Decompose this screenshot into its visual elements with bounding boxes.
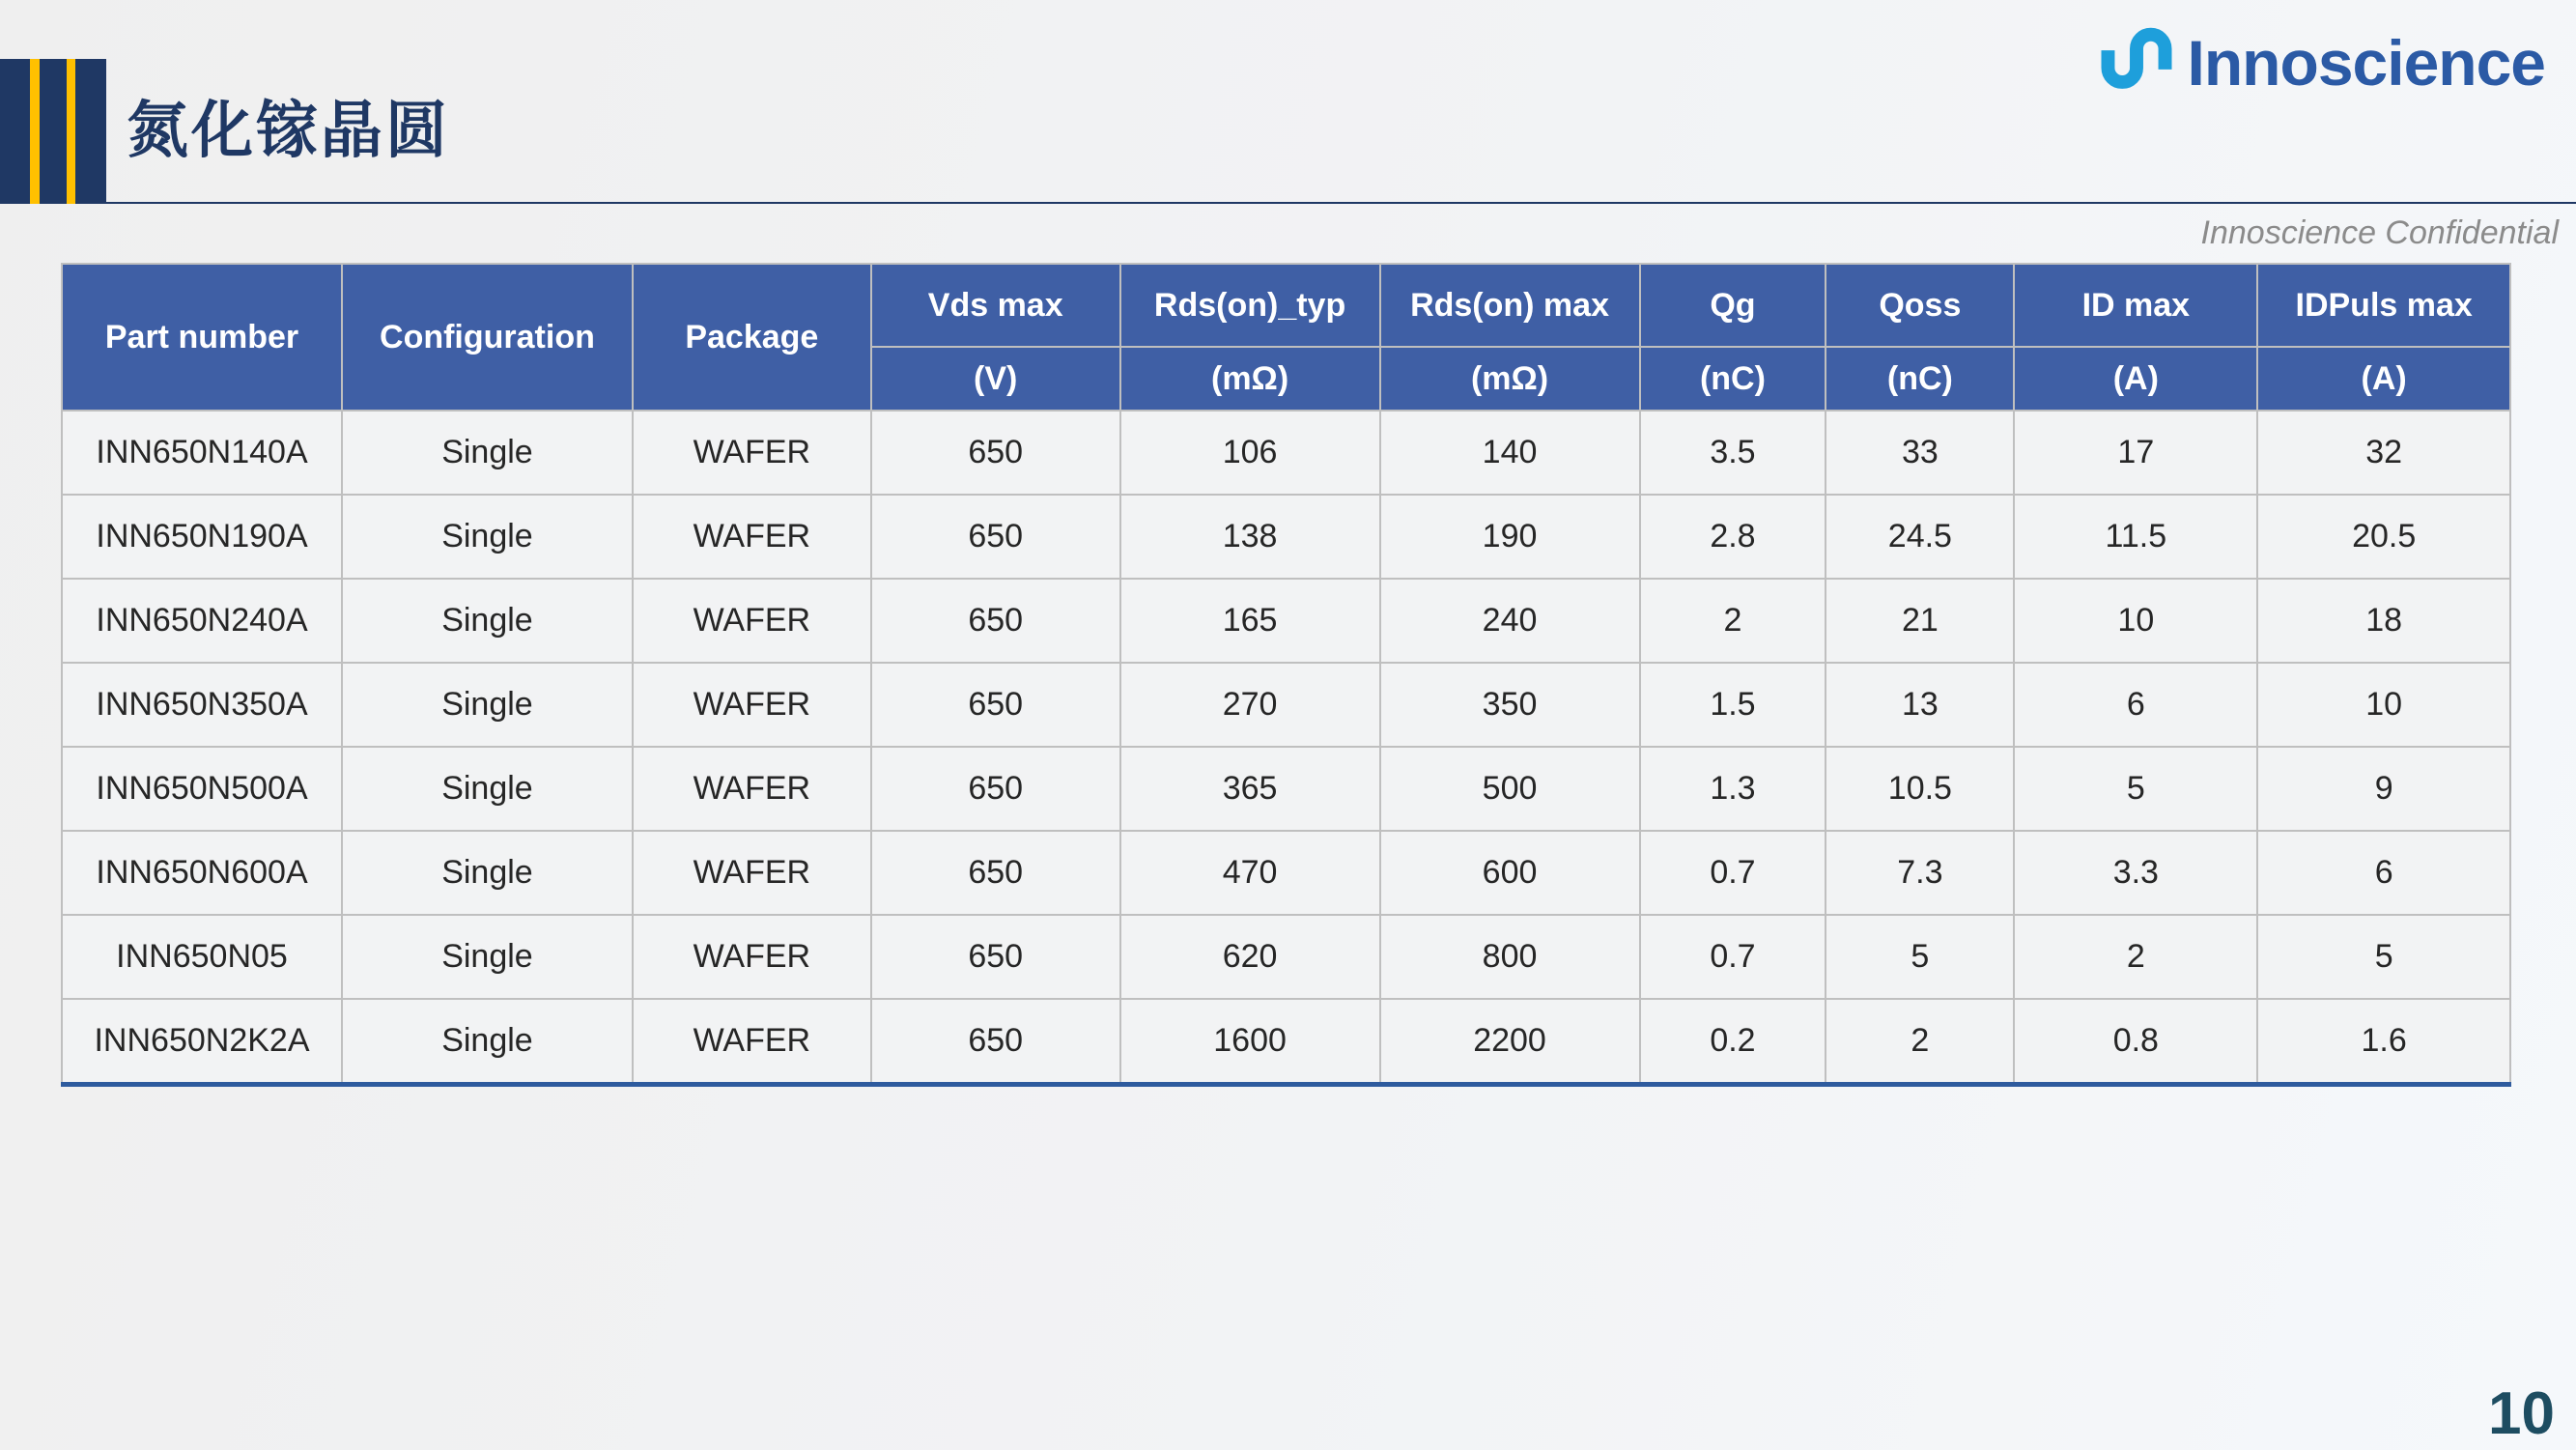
column-header-id-max: ID max	[2014, 264, 2257, 347]
table-cell: 2.8	[1640, 495, 1826, 579]
unit-header-rdson-max: (mΩ)	[1380, 347, 1640, 411]
table-cell: 190	[1380, 495, 1640, 579]
column-header-qoss: Qoss	[1826, 264, 2014, 347]
title-accent-block	[0, 59, 106, 204]
table-cell: 5	[2257, 915, 2510, 999]
table-cell: 470	[1120, 831, 1380, 915]
table-cell: 0.8	[2014, 999, 2257, 1085]
unit-header-qg: (nC)	[1640, 347, 1826, 411]
table-cell: 1.5	[1640, 663, 1826, 747]
page-number: 10	[2488, 1380, 2555, 1447]
table-cell: 7.3	[1826, 831, 2014, 915]
table-cell: 5	[2014, 747, 2257, 831]
table-cell: 600	[1380, 831, 1640, 915]
table-cell: 620	[1120, 915, 1380, 999]
table-cell: 800	[1380, 915, 1640, 999]
column-header-rdson-typ: Rds(on)_typ	[1120, 264, 1380, 347]
column-header-rdson-max: Rds(on) max	[1380, 264, 1640, 347]
table-cell: 365	[1120, 747, 1380, 831]
table-cell: 10.5	[1826, 747, 2014, 831]
part-number-cell: INN650N2K2A	[62, 999, 342, 1085]
table-row	[62, 747, 2510, 831]
table-row	[62, 495, 2510, 579]
table-cell: WAFER	[633, 579, 871, 663]
table-cell: 650	[871, 831, 1120, 915]
table-cell: 33	[1826, 411, 2014, 495]
table-cell: WAFER	[633, 915, 871, 999]
table-cell: 650	[871, 915, 1120, 999]
table-cell: 650	[871, 747, 1120, 831]
part-number-cell: INN650N190A	[62, 495, 342, 579]
table-header	[62, 264, 2510, 411]
column-header-package: Package	[633, 264, 871, 411]
page-title: 氮化镓晶圆	[127, 96, 450, 165]
header-divider-line	[0, 202, 2576, 204]
table-row	[62, 663, 2510, 747]
table-cell: 650	[871, 411, 1120, 495]
unit-header-rdson-typ: (mΩ)	[1120, 347, 1380, 411]
accent-stripe	[30, 59, 40, 204]
table-cell: 500	[1380, 747, 1640, 831]
table-row	[62, 915, 2510, 999]
table-cell: 3.5	[1640, 411, 1826, 495]
part-number-cell: INN650N600A	[62, 831, 342, 915]
table-cell: Single	[342, 831, 633, 915]
table-cell: 140	[1380, 411, 1640, 495]
unit-header-id-max: (A)	[2014, 347, 2257, 411]
table-cell: WAFER	[633, 831, 871, 915]
table-cell: 165	[1120, 579, 1380, 663]
table-cell: WAFER	[633, 999, 871, 1085]
table-row	[62, 999, 2510, 1085]
unit-header-idpuls-max: (A)	[2257, 347, 2510, 411]
table-cell: 270	[1120, 663, 1380, 747]
part-number-cell: INN650N05	[62, 915, 342, 999]
unit-header-vds-max: (V)	[871, 347, 1120, 411]
table-cell: 2	[1640, 579, 1826, 663]
table-cell: WAFER	[633, 747, 871, 831]
part-number-cell: INN650N350A	[62, 663, 342, 747]
table-row	[62, 579, 2510, 663]
column-header-qg: Qg	[1640, 264, 1826, 347]
table-cell: 650	[871, 999, 1120, 1085]
logo	[2097, 17, 2545, 107]
table-cell: 24.5	[1826, 495, 2014, 579]
table-body	[62, 411, 2510, 1085]
accent-stripe	[67, 59, 75, 204]
table-cell: 1600	[1120, 999, 1380, 1085]
table-cell: 2	[1826, 999, 2014, 1085]
table-cell: 6	[2014, 663, 2257, 747]
unit-header-qoss: (nC)	[1826, 347, 2014, 411]
table-cell: Single	[342, 999, 633, 1085]
table-cell: 0.7	[1640, 831, 1826, 915]
table-cell: 1.6	[2257, 999, 2510, 1085]
part-number-cell: INN650N240A	[62, 579, 342, 663]
column-header-configuration: Configuration	[342, 264, 633, 411]
table-cell: Single	[342, 579, 633, 663]
table-cell: 10	[2014, 579, 2257, 663]
table-cell: Single	[342, 411, 633, 495]
column-header-idpuls-max: IDPuls max	[2257, 264, 2510, 347]
table-cell: 0.2	[1640, 999, 1826, 1085]
table-cell: Single	[342, 663, 633, 747]
table-cell: Single	[342, 747, 633, 831]
table-cell: 5	[1826, 915, 2014, 999]
table-cell: 650	[871, 579, 1120, 663]
table-cell: WAFER	[633, 411, 871, 495]
table-cell: 3.3	[2014, 831, 2257, 915]
table-cell: 13	[1826, 663, 2014, 747]
table-cell: 350	[1380, 663, 1640, 747]
table-cell: 0.7	[1640, 915, 1826, 999]
table-cell: WAFER	[633, 663, 871, 747]
table-cell: 2	[2014, 915, 2257, 999]
table-cell: 18	[2257, 579, 2510, 663]
column-header-vds-max: Vds max	[871, 264, 1120, 347]
logo-text: Innoscience	[2187, 26, 2545, 99]
table-cell: 6	[2257, 831, 2510, 915]
table-cell: 240	[1380, 579, 1640, 663]
table-row	[62, 831, 2510, 915]
table-cell: 11.5	[2014, 495, 2257, 579]
table-row	[62, 411, 2510, 495]
table-cell: 9	[2257, 747, 2510, 831]
table-cell: 2200	[1380, 999, 1640, 1085]
innoscience-logo-icon	[2097, 17, 2176, 107]
table-cell: Single	[342, 915, 633, 999]
confidential-note: Innoscience Confidential	[2200, 214, 2559, 251]
part-number-cell: INN650N140A	[62, 411, 342, 495]
table-cell: 1.3	[1640, 747, 1826, 831]
table-cell: Single	[342, 495, 633, 579]
table-cell: 106	[1120, 411, 1380, 495]
product-table	[61, 263, 2511, 1087]
table-cell: 21	[1826, 579, 2014, 663]
table-cell: 650	[871, 495, 1120, 579]
table-cell: 138	[1120, 495, 1380, 579]
table-cell: 32	[2257, 411, 2510, 495]
part-number-cell: INN650N500A	[62, 747, 342, 831]
table-cell: 650	[871, 663, 1120, 747]
table-cell: WAFER	[633, 495, 871, 579]
table-cell: 17	[2014, 411, 2257, 495]
table-cell: 10	[2257, 663, 2510, 747]
table-cell: 20.5	[2257, 495, 2510, 579]
column-header-part-number: Part number	[62, 264, 342, 411]
